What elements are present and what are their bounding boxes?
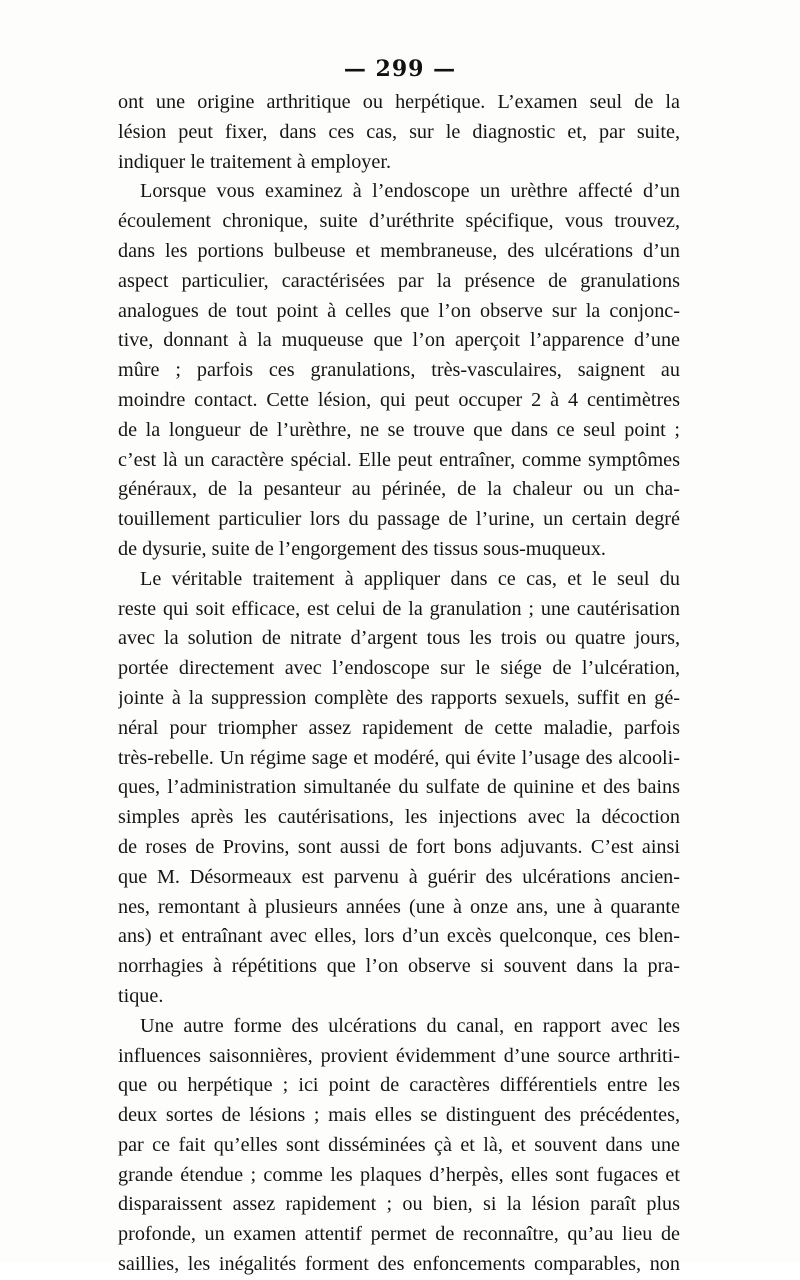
text-line: tive, donnant à la muqueuse que l’on aperçoit l’apparence d’une bbox=[118, 329, 680, 352]
text-line: analogues de tout point à celles que l’on observe sur la conjonc- bbox=[118, 299, 680, 322]
text-line: disparaissent assez rapidement ; ou bien, si la lésion paraît plus bbox=[118, 1193, 680, 1216]
text-line: grande étendue ; comme les plaques d’herpès, elles sont fugaces et bbox=[118, 1163, 680, 1186]
text-line: que M. Désormeaux est parvenu à guérir des ulcérations ancien- bbox=[118, 865, 680, 888]
paragraph-2 bbox=[118, 177, 680, 564]
paragraph-4 bbox=[118, 1012, 680, 1280]
text-line: dans les portions bulbeuse et membraneuse, des ulcérations d’un bbox=[118, 239, 680, 262]
text-line: très-rebelle. Un régime sage et modéré, qui évite l’usage des alcooli- bbox=[118, 746, 680, 769]
text-line: moindre contact. Cette lésion, qui peut occuper 2 à 4 centimètres bbox=[118, 388, 680, 411]
paragraph-3 bbox=[118, 565, 680, 1012]
text-line: Le véritable traitement à appliquer dans ce cas, et le seul du bbox=[140, 567, 680, 590]
text-line: Lorsque vous examinez à l’endoscope un urèthre affecté d’un bbox=[140, 180, 680, 203]
text-line: lésion peut fixer, dans ces cas, sur le diagnostic et, par suite, bbox=[118, 120, 680, 143]
text-line: généraux, de la pesanteur au périnée, de la chaleur ou un cha- bbox=[118, 478, 680, 501]
text-line: deux sortes de lésions ; mais elles se distinguent des précédentes, bbox=[118, 1104, 680, 1127]
text-line: touillement particulier lors du passage de l’urine, un certain degré bbox=[118, 508, 680, 531]
text-line: norrhagies à répétitions que l’on observe si souvent dans la pra- bbox=[118, 955, 680, 978]
text-line: par ce fait qu’elles sont disséminées çà et là, et souvent dans une bbox=[118, 1133, 680, 1156]
text-line: profonde, un examen attentif permet de reconnaître, qu’au lieu de bbox=[118, 1223, 680, 1246]
text-line: saillies, les inégalités forment des enfoncements comparables, non bbox=[118, 1253, 680, 1276]
text-line: que ou herpétique ; ici point de caractères différentiels entre les bbox=[118, 1074, 680, 1097]
text-line: influences saisonnières, provient évidemment d’une source arthriti- bbox=[118, 1044, 680, 1067]
text-line: ont une origine arthritique ou herpétique. L’examen seul de la bbox=[118, 91, 680, 113]
text-line: de roses de Provins, sont aussi de fort bons adjuvants. C’est ainsi bbox=[118, 835, 680, 858]
text-line: simples après les cautérisations, les injections avec la décoction bbox=[118, 806, 680, 829]
text-line: nes, remontant à plusieurs années (une à onze ans, une à quarante bbox=[118, 895, 680, 918]
text-line: ans) et entraînant avec elles, lors d’un excès quelconque, ces blen- bbox=[118, 925, 680, 948]
text-line: Une autre forme des ulcérations du canal, en rapport avec les bbox=[140, 1014, 680, 1037]
text-line: néral pour triompher assez rapidement de cette maladie, parfois bbox=[118, 716, 680, 739]
text-line: c’est là un caractère spécial. Elle peut entraîner, comme symptômes bbox=[118, 448, 680, 471]
paragraph-1 bbox=[118, 88, 680, 177]
text-line: écoulement chronique, suite d’uréthrite spécifique, vous trouvez, bbox=[118, 210, 680, 233]
text-line: de dysurie, suite de l’engorgement des tissus sous-muqueux. bbox=[118, 537, 606, 560]
text-line: ques, l’administration simultanée du sulfate de quinine et des bains bbox=[118, 776, 680, 799]
text-line: mûre ; parfois ces granulations, très-vasculaires, saignent au bbox=[118, 359, 680, 382]
body-text bbox=[118, 88, 680, 1280]
text-line: indiquer le traitement à employer. bbox=[118, 150, 391, 173]
text-line: tique. bbox=[118, 984, 164, 1007]
page-number: — 299 — bbox=[343, 56, 457, 82]
text-line: de la longueur de l’urèthre, ne se trouve que dans ce seul point ; bbox=[118, 418, 680, 441]
text-line: aspect particulier, caractérisées par la présence de granulations bbox=[118, 269, 680, 292]
text-line: reste qui soit efficace, est celui de la granulation ; une cautérisation bbox=[118, 597, 680, 620]
text-line: portée directement avec l’endoscope sur le siége de l’ulcération, bbox=[118, 657, 680, 680]
text-line: jointe à la suppression complète des rapports sexuels, suffit en gé- bbox=[118, 686, 680, 709]
text-line: avec la solution de nitrate d’argent tous les trois ou quatre jours, bbox=[118, 627, 680, 650]
